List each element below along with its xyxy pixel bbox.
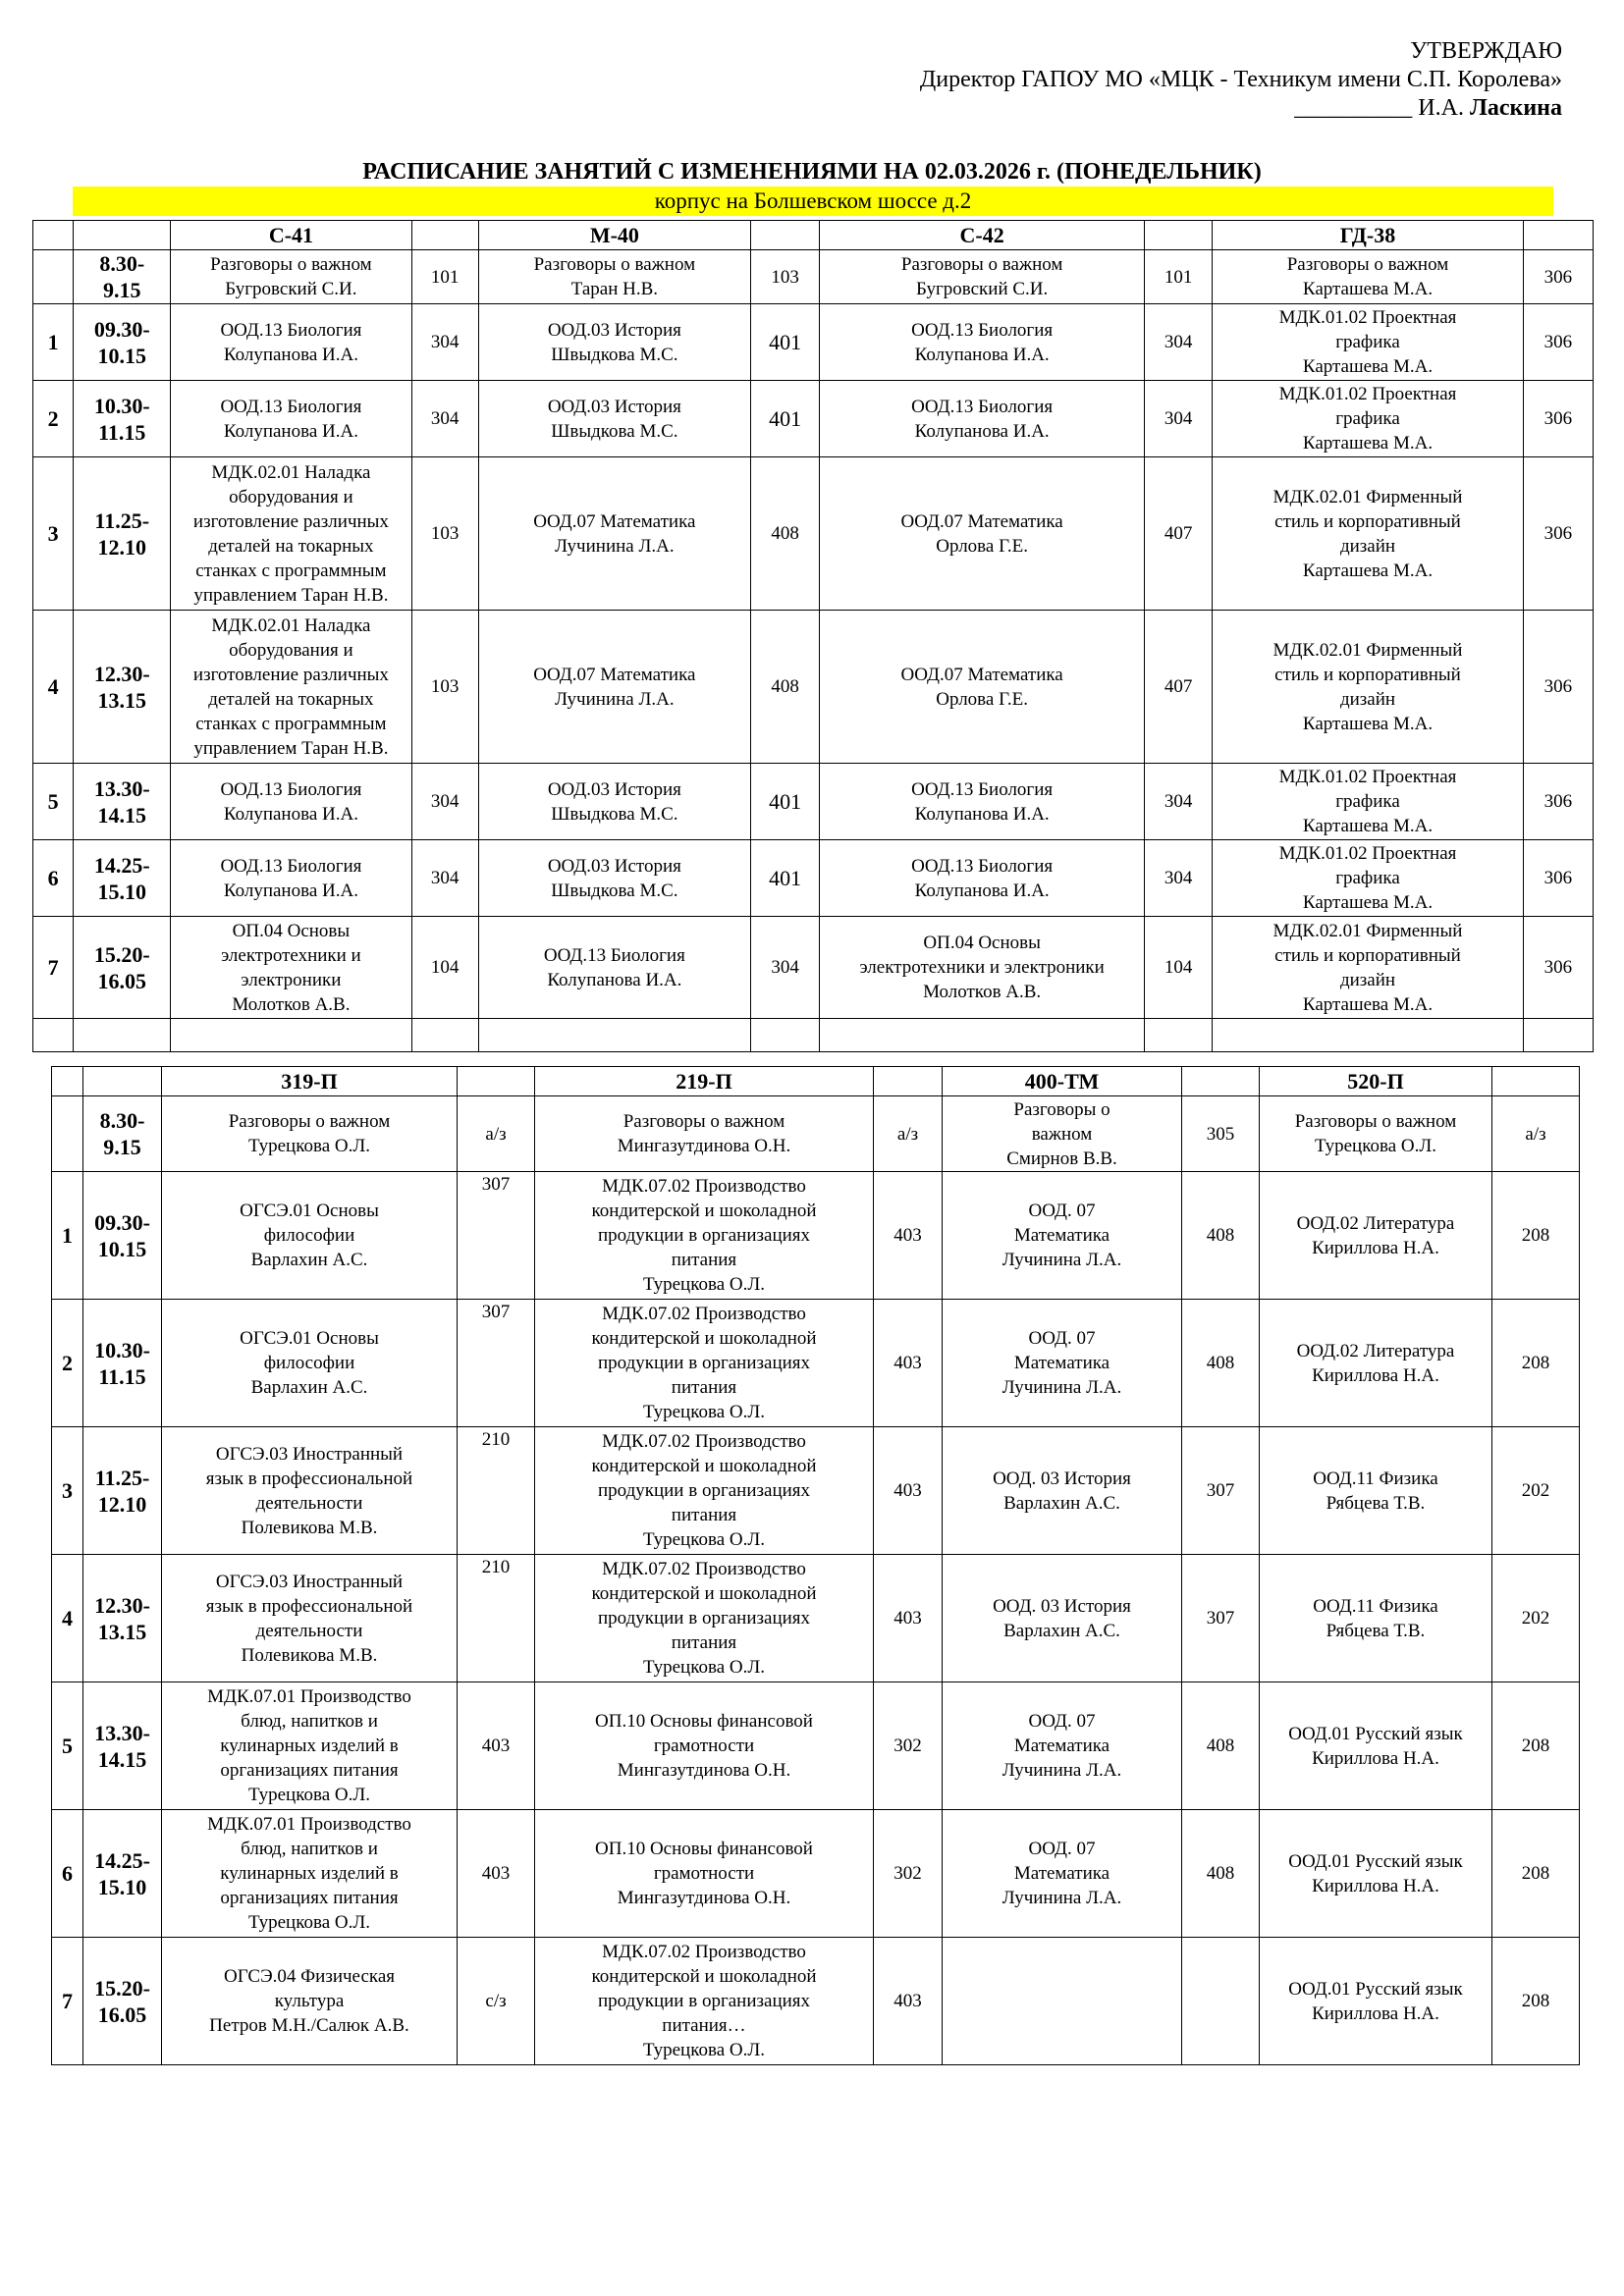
approval-line2: Директор ГАПОУ МО «МЦК - Техникум имени С.П. Королева» (919, 67, 1562, 92)
header-blank (74, 221, 171, 250)
lesson-number: 1 (33, 304, 74, 381)
lesson-room: 202 (1492, 1427, 1580, 1555)
lesson-subject: ОГСЭ.01 Основы философии Варлахин А.С. (162, 1172, 458, 1300)
group-header: М-40 (478, 221, 750, 250)
group-header: 219-П (535, 1067, 874, 1096)
lesson-time: 09.30- 10.15 (83, 1172, 162, 1300)
lesson-room: 408 (1182, 1172, 1260, 1300)
lesson-number: 3 (52, 1427, 83, 1555)
lesson-subject: Разговоры о важном Турецкова О.Л. (1260, 1096, 1492, 1172)
lesson-subject: ООД.02 Литература Кириллова Н.А. (1260, 1300, 1492, 1427)
approval-block (920, 37, 1562, 123)
lesson-number: 7 (33, 917, 74, 1019)
lesson-room: 307 (1182, 1427, 1260, 1555)
lesson-room: 307 (458, 1172, 535, 1300)
lesson-room: 304 (1145, 381, 1213, 457)
lesson-subject: МДК.02.01 Наладка оборудования и изготовление различных деталей на токарных станках с программным управлением Таран Н.В. (171, 457, 411, 611)
lesson-subject: МДК.01.02 Проектная графика Карташева М.А. (1213, 381, 1524, 457)
header-row (52, 1067, 1580, 1096)
lesson-number: 2 (33, 381, 74, 457)
lesson-room (1523, 1019, 1593, 1052)
header-blank (83, 1067, 162, 1096)
lesson-room: 304 (411, 381, 478, 457)
lesson-row (52, 1172, 1580, 1300)
lesson-subject: ООД.13 Биология Колупанова И.А. (478, 917, 750, 1019)
group-header: С-41 (171, 221, 411, 250)
lesson-room: 208 (1492, 1300, 1580, 1427)
room-header-blank (1145, 221, 1213, 250)
lesson-subject: ООД. 07 Математика Лучинина Л.А. (943, 1682, 1182, 1810)
lesson-room: 304 (751, 917, 820, 1019)
lesson-row (33, 917, 1594, 1019)
lesson-room: 305 (1182, 1096, 1260, 1172)
lesson-room: 104 (1145, 917, 1213, 1019)
lesson-room (1182, 1938, 1260, 2065)
lesson-subject: ОП.04 Основы электротехники и электроники Молотков А.В. (171, 917, 411, 1019)
lesson-subject: МДК.07.01 Производство блюд, напитков и кулинарных изделий в организациях питания Турецкова О.Л. (162, 1682, 458, 1810)
lesson-time: 10.30- 11.15 (83, 1300, 162, 1427)
lesson-room: 403 (874, 1427, 943, 1555)
lesson-room: 401 (751, 764, 820, 840)
lesson-subject: ООД.07 Математика Орлова Г.Е. (820, 611, 1145, 764)
lesson-room: 208 (1492, 1172, 1580, 1300)
lesson-time: 12.30- 13.15 (83, 1555, 162, 1682)
lesson-room (1145, 1019, 1213, 1052)
lesson-room: 306 (1523, 304, 1593, 381)
lesson-time: 8.30- 9.15 (74, 250, 171, 304)
lesson-room: 408 (1182, 1810, 1260, 1938)
lesson-room: 401 (751, 304, 820, 381)
lesson-row (52, 1682, 1580, 1810)
lesson-number: 5 (33, 764, 74, 840)
lesson-number: 4 (33, 611, 74, 764)
lesson-subject: ООД.13 Биология Колупанова И.А. (820, 381, 1145, 457)
lesson-subject: ООД.11 Физика Рябцева Т.В. (1260, 1555, 1492, 1682)
lesson-room (751, 1019, 820, 1052)
lesson-room: 210 (458, 1427, 535, 1555)
lesson-time: 15.20- 16.05 (83, 1938, 162, 2065)
room-header-blank (751, 221, 820, 250)
lesson-room: 208 (1492, 1810, 1580, 1938)
lesson-room: 103 (411, 457, 478, 611)
lesson-subject: МДК.07.02 Производство кондитерской и шоколадной продукции в организациях питания Турецкова О.Л. (535, 1300, 874, 1427)
lesson-room: 306 (1523, 917, 1593, 1019)
header-row (33, 221, 1594, 250)
lesson-time: 12.30- 13.15 (74, 611, 171, 764)
lesson-subject: МДК.07.01 Производство блюд, напитков и кулинарных изделий в организациях питания Турецкова О.Л. (162, 1810, 458, 1938)
room-header-blank (1523, 221, 1593, 250)
lesson-subject: МДК.02.01 Фирменный стиль и корпоративный дизайн Карташева М.А. (1213, 917, 1524, 1019)
lesson-subject: ООД. 03 История Варлахин А.С. (943, 1427, 1182, 1555)
lesson-subject (820, 1019, 1145, 1052)
lesson-row (33, 381, 1594, 457)
lesson-subject: ООД.01 Русский язык Кириллова Н.А. (1260, 1938, 1492, 2065)
group-header: 319-П (162, 1067, 458, 1096)
lesson-number (33, 1019, 74, 1052)
lesson-room: 408 (1182, 1682, 1260, 1810)
lesson-subject: Разговоры о важном Таран Н.В. (478, 250, 750, 304)
lesson-number (33, 250, 74, 304)
lesson-subject: Разговоры о важном Мингазутдинова О.Н. (535, 1096, 874, 1172)
lesson-subject: ООД.13 Биология Колупанова И.А. (171, 764, 411, 840)
lesson-row (33, 250, 1594, 304)
lesson-room: 306 (1523, 381, 1593, 457)
lesson-subject: Разговоры о важном Бугровский С.И. (820, 250, 1145, 304)
schedule-table-2 (51, 1066, 1580, 2065)
lesson-room: 202 (1492, 1555, 1580, 1682)
lesson-number: 4 (52, 1555, 83, 1682)
approval-line1: УТВЕРЖДАЮ (1410, 38, 1562, 64)
lesson-room (411, 1019, 478, 1052)
lesson-subject: ООД.13 Биология Колупанова И.А. (820, 304, 1145, 381)
page-title: РАСПИСАНИЕ ЗАНЯТИЙ С ИЗМЕНЕНИЯМИ НА 02.03.2026 г. (ПОНЕДЕЛЬНИК) (362, 159, 1262, 185)
lesson-subject: ООД.03 История Швыдкова М.С. (478, 381, 750, 457)
lesson-number: 5 (52, 1682, 83, 1810)
lesson-time: 13.30- 14.15 (74, 764, 171, 840)
lesson-room: а/з (1492, 1096, 1580, 1172)
lesson-room: а/з (874, 1096, 943, 1172)
lesson-room: а/з (458, 1096, 535, 1172)
lesson-subject: ООД.03 История Швыдкова М.С. (478, 764, 750, 840)
lesson-subject: ООД.13 Биология Колупанова И.А. (171, 840, 411, 917)
lesson-subject: МДК.01.02 Проектная графика Карташева М.А. (1213, 304, 1524, 381)
lesson-subject: Разговоры о важном Карташева М.А. (1213, 250, 1524, 304)
lesson-subject: ОГСЭ.04 Физическая культура Петров М.Н./Салюк А.В. (162, 1938, 458, 2065)
lesson-subject: ООД. 03 История Варлахин А.С. (943, 1555, 1182, 1682)
lesson-time: 09.30- 10.15 (74, 304, 171, 381)
lesson-time: 13.30- 14.15 (83, 1682, 162, 1810)
lesson-number (52, 1096, 83, 1172)
lesson-room: 401 (751, 840, 820, 917)
lesson-room: 306 (1523, 457, 1593, 611)
lesson-room: 307 (1182, 1555, 1260, 1682)
lesson-subject: МДК.02.01 Фирменный стиль и корпоративный дизайн Карташева М.А. (1213, 611, 1524, 764)
lesson-room: 408 (751, 611, 820, 764)
lesson-subject: ООД.01 Русский язык Кириллова Н.А. (1260, 1810, 1492, 1938)
lesson-subject: ООД.07 Математика Лучинина Л.А. (478, 611, 750, 764)
lesson-room: с/з (458, 1938, 535, 2065)
lesson-time (74, 1019, 171, 1052)
lesson-subject: ОП.04 Основы электротехники и электроники Молотков А.В. (820, 917, 1145, 1019)
lesson-room: 302 (874, 1682, 943, 1810)
lesson-subject: ОГСЭ.03 Иностранный язык в профессиональной деятельности Полевикова М.В. (162, 1427, 458, 1555)
lesson-row (52, 1810, 1580, 1938)
lesson-room: 306 (1523, 840, 1593, 917)
lesson-row (33, 304, 1594, 381)
lesson-room: 306 (1523, 250, 1593, 304)
lesson-time: 14.25- 15.10 (74, 840, 171, 917)
lesson-time: 11.25- 12.10 (83, 1427, 162, 1555)
lesson-subject: ООД.03 История Швыдкова М.С. (478, 840, 750, 917)
lesson-room: 401 (751, 381, 820, 457)
lesson-room: 306 (1523, 764, 1593, 840)
lesson-room: 403 (874, 1300, 943, 1427)
lesson-subject (478, 1019, 750, 1052)
lesson-subject: ООД. 07 Математика Лучинина Л.А. (943, 1172, 1182, 1300)
lesson-subject: МДК.07.02 Производство кондитерской и шоколадной продукции в организациях питания Турецкова О.Л. (535, 1172, 874, 1300)
lesson-room: 403 (874, 1172, 943, 1300)
lesson-number: 1 (52, 1172, 83, 1300)
lesson-subject: ОП.10 Основы финансовой грамотности Мингазутдинова О.Н. (535, 1682, 874, 1810)
lesson-row (33, 840, 1594, 917)
lesson-row (33, 457, 1594, 611)
lesson-subject (171, 1019, 411, 1052)
lesson-room: 304 (1145, 764, 1213, 840)
lesson-room: 304 (411, 304, 478, 381)
lesson-subject: ООД. 07 Математика Лучинина Л.А. (943, 1300, 1182, 1427)
lesson-subject: МДК.01.02 Проектная графика Карташева М.А. (1213, 764, 1524, 840)
building-banner: корпус на Болшевском шоссе д.2 (73, 187, 1553, 216)
lesson-room: 407 (1145, 457, 1213, 611)
lesson-room: 307 (458, 1300, 535, 1427)
lesson-subject: Разговоры о важном Смирнов В.В. (943, 1096, 1182, 1172)
lesson-room: 408 (1182, 1300, 1260, 1427)
lesson-room: 306 (1523, 611, 1593, 764)
lesson-room: 403 (874, 1555, 943, 1682)
lesson-subject: МДК.07.02 Производство кондитерской и шоколадной продукции в организациях питания Турецкова О.Л. (535, 1555, 874, 1682)
group-header: 400-ТМ (943, 1067, 1182, 1096)
lesson-subject: ОП.10 Основы финансовой грамотности Мингазутдинова О.Н. (535, 1810, 874, 1938)
approval-line3 (920, 94, 1562, 123)
lesson-subject: ООД.03 История Швыдкова М.С. (478, 304, 750, 381)
lesson-room: 304 (1145, 304, 1213, 381)
lesson-subject (943, 1938, 1182, 2065)
lesson-room: 302 (874, 1810, 943, 1938)
room-header-blank (458, 1067, 535, 1096)
approval-name: Ласкина (1469, 95, 1562, 121)
lesson-room: 208 (1492, 1682, 1580, 1810)
lesson-subject: МДК.01.02 Проектная графика Карташева М.А. (1213, 840, 1524, 917)
lesson-subject: ООД.07 Математика Орлова Г.Е. (820, 457, 1145, 611)
lesson-subject: ООД.07 Математика Лучинина Л.А. (478, 457, 750, 611)
lesson-number: 6 (33, 840, 74, 917)
lesson-subject (1213, 1019, 1524, 1052)
lesson-room: 407 (1145, 611, 1213, 764)
lesson-time: 14.25- 15.10 (83, 1810, 162, 1938)
lesson-row (52, 1096, 1580, 1172)
lesson-time: 15.20- 16.05 (74, 917, 171, 1019)
lesson-room: 304 (411, 764, 478, 840)
lesson-room: 403 (458, 1682, 535, 1810)
lesson-subject: МДК.07.02 Производство кондитерской и шоколадной продукции в организациях питания… Турецкова О.Л. (535, 1938, 874, 2065)
group-header: ГД-38 (1213, 221, 1524, 250)
lesson-room: 208 (1492, 1938, 1580, 2065)
lesson-room: 103 (411, 611, 478, 764)
lesson-room: 304 (411, 840, 478, 917)
lesson-subject: ОГСЭ.01 Основы философии Варлахин А.С. (162, 1300, 458, 1427)
lesson-subject: МДК.07.02 Производство кондитерской и шоколадной продукции в организациях питания Турецкова О.Л. (535, 1427, 874, 1555)
group-header: 520-П (1260, 1067, 1492, 1096)
lesson-subject: Разговоры о важном Бугровский С.И. (171, 250, 411, 304)
lesson-row (33, 1019, 1594, 1052)
lesson-room: 408 (751, 457, 820, 611)
room-header-blank (874, 1067, 943, 1096)
lesson-room: 304 (1145, 840, 1213, 917)
lesson-subject: ОГСЭ.03 Иностранный язык в профессиональной деятельности Полевикова М.В. (162, 1555, 458, 1682)
lesson-row (52, 1300, 1580, 1427)
room-header-blank (1492, 1067, 1580, 1096)
header-blank (52, 1067, 83, 1096)
lesson-subject: ООД.13 Биология Колупанова И.А. (171, 304, 411, 381)
lesson-time: 8.30- 9.15 (83, 1096, 162, 1172)
lesson-room: 101 (1145, 250, 1213, 304)
lesson-room: 103 (751, 250, 820, 304)
lesson-number: 2 (52, 1300, 83, 1427)
lesson-subject: ООД.13 Биология Колупанова И.А. (171, 381, 411, 457)
lesson-subject: МДК.02.01 Наладка оборудования и изготовление различных деталей на токарных станках с программным управлением Таран Н.В. (171, 611, 411, 764)
lesson-number: 3 (33, 457, 74, 611)
lesson-row (52, 1427, 1580, 1555)
lesson-subject: ООД.13 Биология Колупанова И.А. (820, 840, 1145, 917)
lesson-room: 104 (411, 917, 478, 1019)
lesson-number: 7 (52, 1938, 83, 2065)
lesson-subject: МДК.02.01 Фирменный стиль и корпоративный дизайн Карташева М.А. (1213, 457, 1524, 611)
lesson-subject: ООД. 07 Математика Лучинина Л.А. (943, 1810, 1182, 1938)
room-header-blank (1182, 1067, 1260, 1096)
schedule-table-1 (32, 220, 1594, 1052)
lesson-time: 11.25- 12.10 (74, 457, 171, 611)
lesson-subject: ООД.11 Физика Рябцева Т.В. (1260, 1427, 1492, 1555)
group-header: С-42 (820, 221, 1145, 250)
lesson-time: 10.30- 11.15 (74, 381, 171, 457)
header-blank (33, 221, 74, 250)
lesson-subject: ООД.02 Литература Кириллова Н.А. (1260, 1172, 1492, 1300)
lesson-room: 403 (874, 1938, 943, 2065)
lesson-room: 403 (458, 1810, 535, 1938)
lesson-number: 6 (52, 1810, 83, 1938)
lesson-subject: Разговоры о важном Турецкова О.Л. (162, 1096, 458, 1172)
lesson-row (33, 764, 1594, 840)
lesson-subject: ООД.01 Русский язык Кириллова Н.А. (1260, 1682, 1492, 1810)
room-header-blank (411, 221, 478, 250)
lesson-row (33, 611, 1594, 764)
lesson-row (52, 1555, 1580, 1682)
approval-signature-line: __________ И.А. (1294, 95, 1470, 121)
lesson-subject: ООД.13 Биология Колупанова И.А. (820, 764, 1145, 840)
lesson-room: 210 (458, 1555, 535, 1682)
lesson-row (52, 1938, 1580, 2065)
lesson-room: 101 (411, 250, 478, 304)
